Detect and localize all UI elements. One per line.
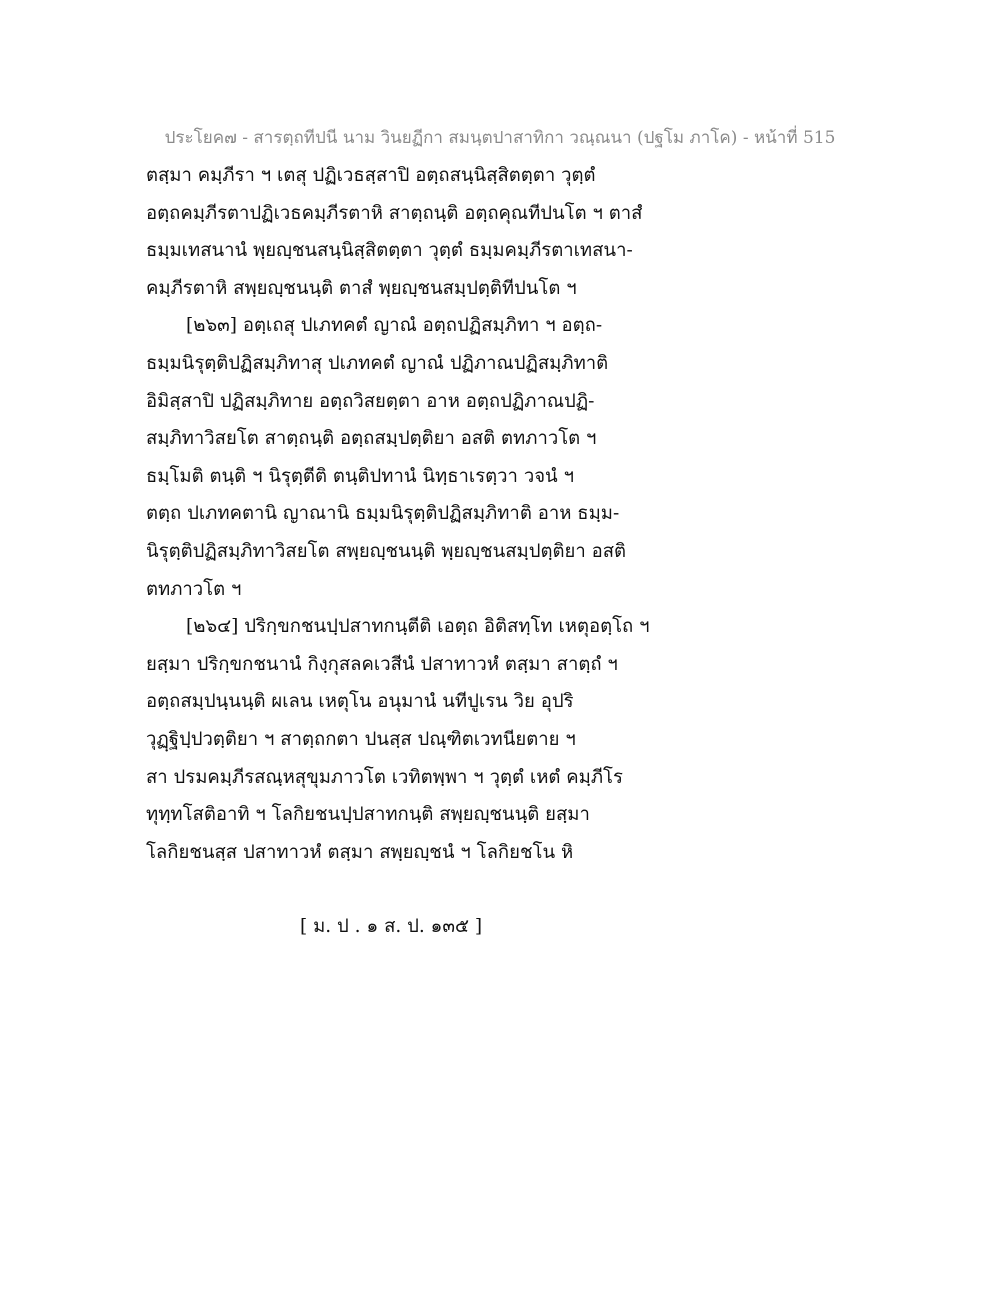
paragraph-start-264: [๒๖๔] ปริกฺขกชนปฺปสาทกนฺตีติ เอตฺถ อิติสทฺโท เหตุอตฺโถ ฯ: [186, 616, 650, 638]
text-line: สา ปรมคมฺภีรสณฺหสุขุมภาวโต เวทิตพฺพา ฯ วุตฺตํ เหตํ คมฺภีโร: [146, 766, 623, 788]
text-line: อตฺถสมฺปนฺนนฺติ ผเลน เหตุโน อนุมานํ นทีปูเรน วิย อุปริ: [146, 691, 574, 713]
text-line: โลกิยชนสฺส ปสาทาวหํ ตสฺมา สพฺยญฺชนํ ฯ โลกิยชโน หิ: [146, 841, 574, 863]
text-line: คมฺภีรตาหิ สพฺยญฺชนนฺติ ตาสํ พฺยญฺชนสมฺปตฺติทีปนโต ฯ: [146, 277, 577, 299]
text-line: ธมฺมเทสนานํ พฺยญฺชนสนฺนิสฺสิตตฺตา วุตฺตํ ธมฺมคมฺภีรตาเทสนา-: [146, 240, 633, 262]
text-line: ตทภาวโต ฯ: [146, 578, 242, 600]
text-line: ตตฺถ ปเภทคตานิ ญาณานิ ธมฺมนิรุตฺติปฏิสมฺภิทาติ อาห ธมฺม-: [146, 503, 620, 525]
source-reference: [ ม. ป . ๑ ส. ป. ๑๓๕ ]: [300, 916, 483, 937]
page-header: ประโยค๗ - สารตฺถทีปนี นาม วินยฏีกา สมนฺตปาสาทิกา วณฺณนา (ปฐโม ภาโค) - หน้าที่ 515: [164, 128, 836, 148]
text-line: ตสฺมา คมฺภีรา ฯ เตสุ ปฏิเวธสฺสาปิ อตฺถสนฺนิสฺสิตตฺตา วุตฺตํ: [146, 165, 596, 186]
text-line: นิรุตฺติปฏิสมฺภิทาวิสยโต สพฺยญฺชนนฺติ พฺยญฺชนสมฺปตฺติยา อสติ: [146, 540, 627, 562]
text-line: ทุทฺทโสติอาทิ ฯ โลกิยชนปฺปสาทกนฺติ สพฺยญฺชนนฺติ ยสฺมา: [146, 804, 590, 826]
text-line: ธมฺโมติ ตนฺติ ฯ นิรุตฺตีติ ตนฺติปทานํ นิทฺธาเรตฺวา วจนํ ฯ: [146, 465, 574, 487]
text-line: ยสฺมา ปริกฺขกชนานํ กิงฺกุสลคเวสีนํ ปสาทาวหํ ตสฺมา สาตฺถํ ฯ: [146, 653, 618, 675]
text-line: อตฺถคมฺภีรตาปฏิเวธคมฺภีรตาหิ สาตฺถนฺติ อตฺถคุณทีปนโต ฯ ตาสํ: [146, 202, 643, 224]
text-line: ธมฺมนิรุตฺติปฏิสมฺภิทาสุ ปเภทคตํ ญาณํ ปฏิภาณปฏิสมฺภิทาติ: [146, 352, 609, 374]
text-line: อิมิสฺสาปิ ปฏิสมฺภิทาย อตฺถวิสยตฺตา อาห อตฺถปฏิภาณปฏิ-: [146, 390, 595, 412]
paragraph-start-263: [๒๖๓] อตฺเถสุ ปเภทคตํ ญาณํ อตฺถปฏิสมฺภิทา ฯ อตฺถ-: [186, 315, 603, 337]
body-text: [146, 157, 706, 871]
text-line: วุฏฺฐิปฺปวตฺติยา ฯ สาตฺถกตา ปนสฺส ปณฺฑิตเวทนียตาย ฯ: [146, 728, 576, 750]
text-line: สมฺภิทาวิสยโต สาตฺถนฺติ อตฺถสมฺปตฺติยา อสติ ตทภาวโต ฯ: [146, 428, 597, 450]
